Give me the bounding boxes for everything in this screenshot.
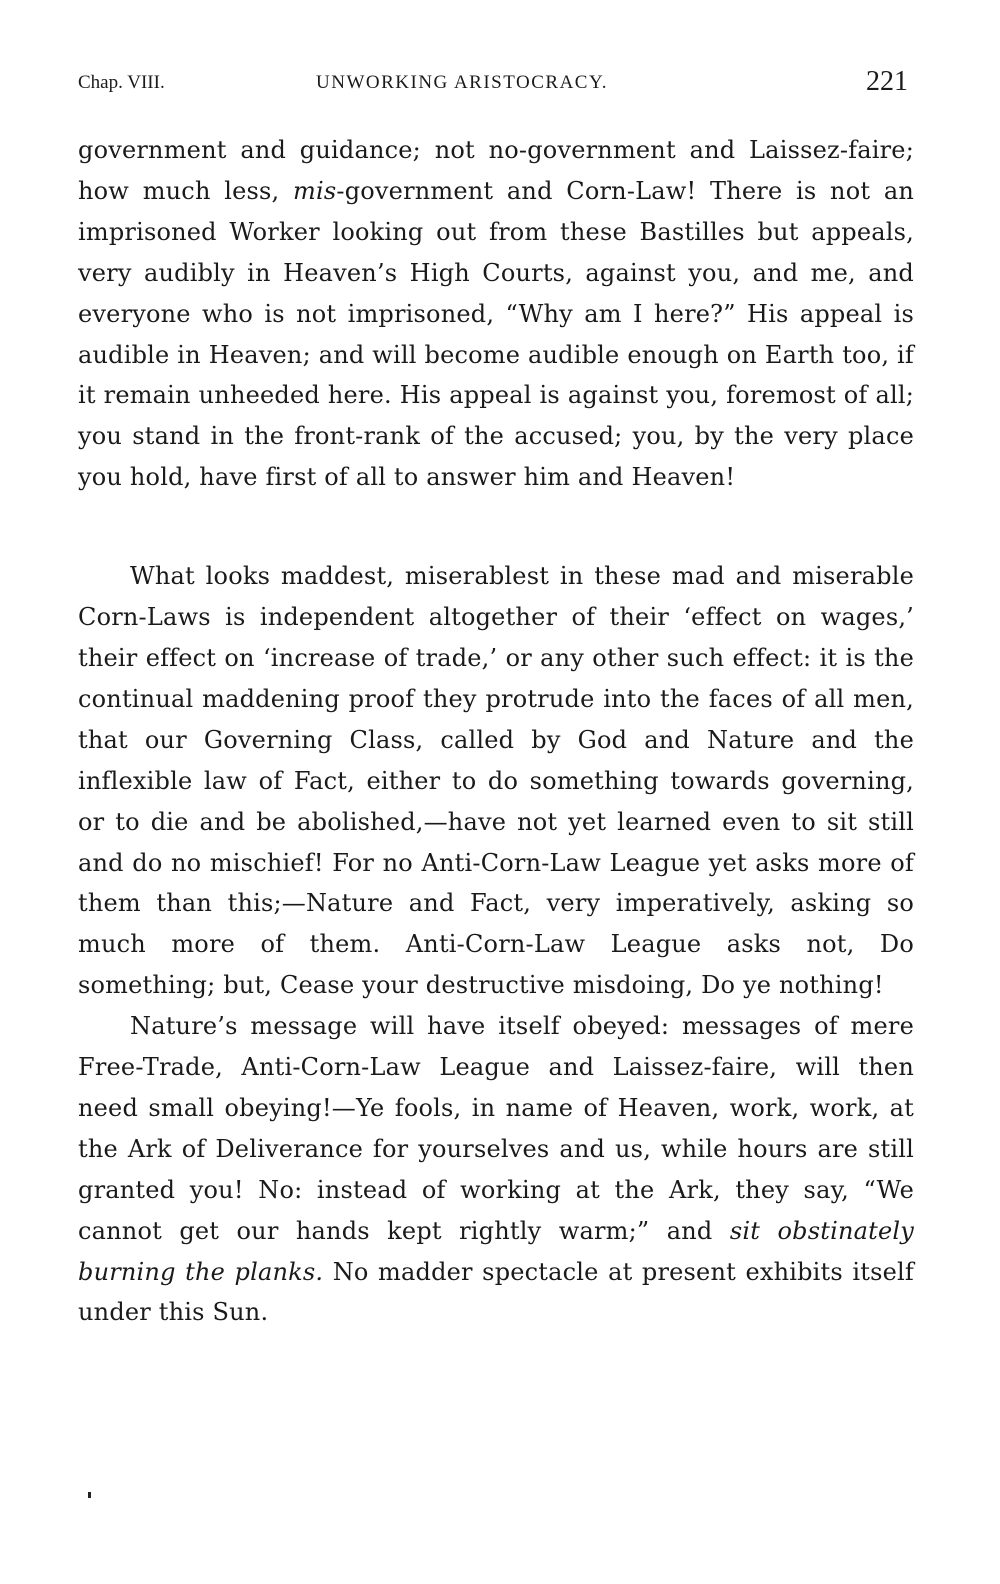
paragraph-3-emphasis: sit obstinately burning the planks. [78,1216,915,1286]
page-number: 221 [866,66,908,97]
running-title: UNWORKING ARISTOCRACY. [316,72,608,93]
paragraph-3-start: Nature’s message will have itself obeyed: messages of mere Free-Trade, Anti-Corn-Law League and Laissez-faire, will then need small obeying!—Ye fools, in name of Heaven, work, work, at the Ark of Deliverance for yourselves and us, while hours are still granted you! No: instead of working at the Ark, they say, “We cannot get our hands kept rightly warm;” and [78,1012,914,1245]
paragraph-1-start: government and guidance; not no-government and Laissez-faire; how much less, [78,136,914,205]
paragraph-1 [78,130,914,498]
chapter-label: Chap. VIII. [78,72,165,93]
section-break [78,498,914,556]
paragraph-3 [78,1006,914,1333]
paragraph-1-end: -government and Corn-Law! There is not an imprisoned Worker looking out from these Bastilles but appeals, very audibly in Heaven’s High Courts, against you, and me, and everyone who is not imprisoned, “Why am I here?” His appeal is audible in Heaven; and will become audible enough on Earth too, if it remain unheeded here. His appeal is against you, foremost of all; you stand in the front-rank of the accused; you, by the very place you hold, have first of all to answer him and Heaven! [78,176,915,492]
paragraph-2: What looks maddest, miserablest in these mad and miserable Corn-Laws is independent altogether of their ‘effect on wages,’ their effect on ‘increase of trade,’ or any other such effect: it is the continual maddening proof they protrude into the faces of all men, that our Governing Class, called by God and Nature and the inflexible law of Fact, either to do something towards governing, or to die and be abolished,—have not yet learned even to sit still and do no mischief! For no Anti-Corn-Law League yet asks more of them than this;—Nature and Fact, very imperatively, asking so much more of them. Anti-Corn-Law League asks not, Do something; but, Cease your destructive misdoing, Do ye nothing! [78,562,914,1000]
print-speck [88,1492,91,1498]
body-text [78,130,914,1333]
paragraph-1-emphasis: mis [293,176,337,205]
running-head [78,66,908,100]
paragraph-3-end: No madder spectacle at present exhibits itself under this Sun. [78,1257,915,1327]
